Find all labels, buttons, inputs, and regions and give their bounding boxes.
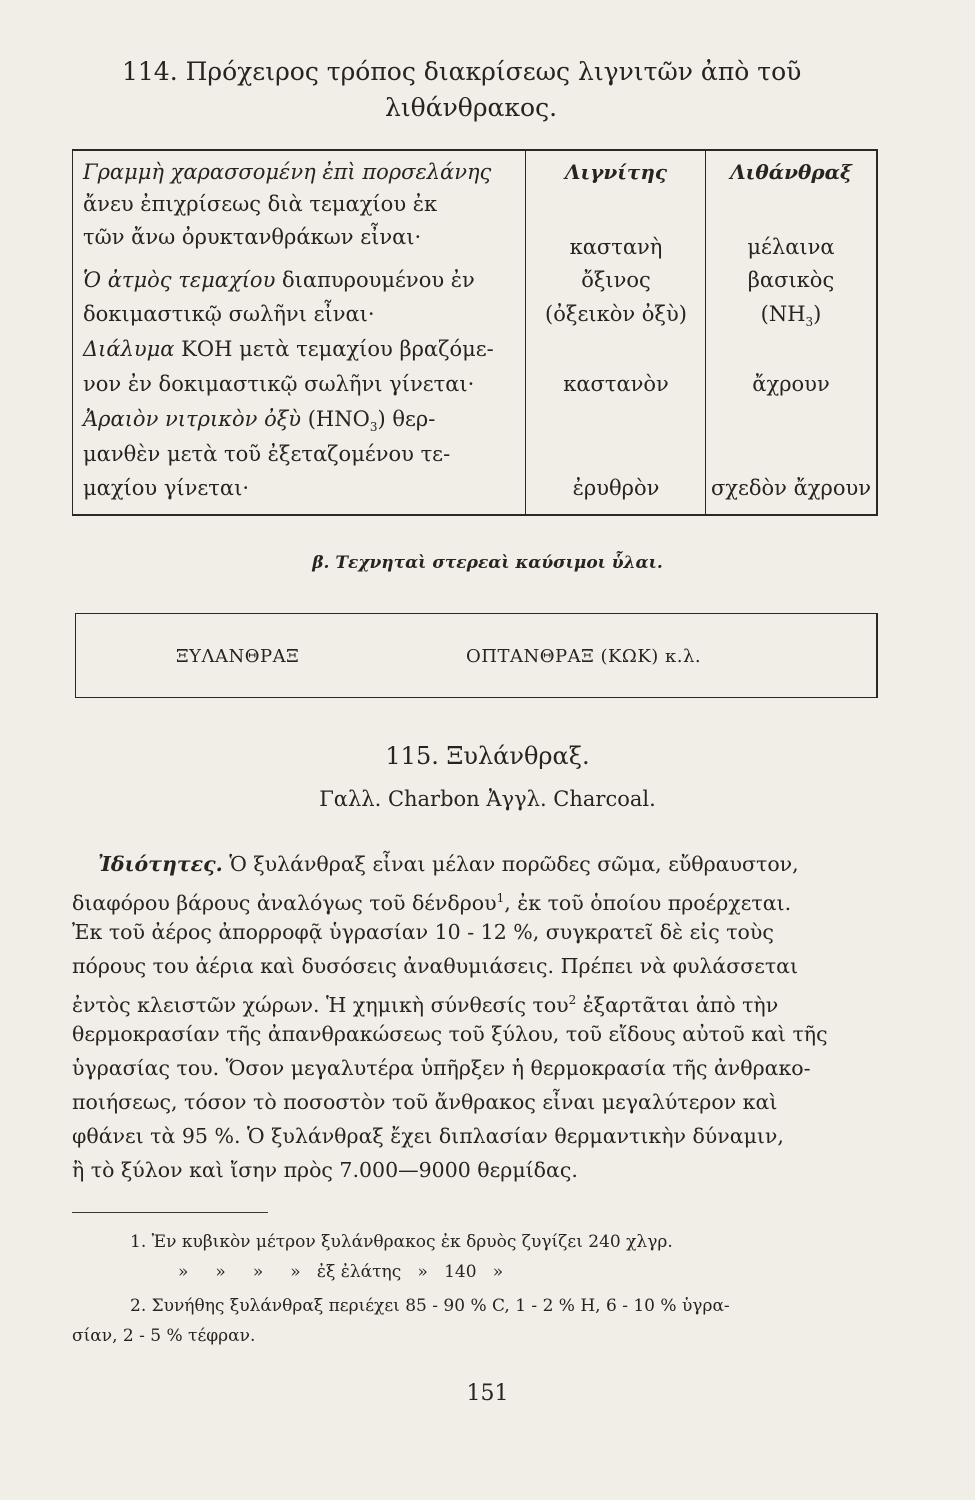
row1-desc-line2: ἄνευ ἐπιχρίσεως διὰ τεμαχίου ἐκ: [83, 192, 438, 216]
footnote-separator: [72, 1212, 268, 1213]
body-line-2: διαφόρου βάρους ἀναλόγως τοῦ δένδρου$^1$, ἐκ τοῦ ὁποίου προέρχεται.: [72, 890, 792, 915]
table-column-divider: [525, 151, 526, 514]
row2-lignite: ὄξινος: [581, 268, 651, 292]
section-115-translations: Γαλλ. Charbon Ἀγγλ. Charcoal.: [319, 787, 656, 811]
fuel-type-coke: ΟΠΤΑΝΘΡΑΞ (ΚΩΚ) κ.λ.: [466, 646, 702, 667]
body-line-3: Ἐκ τοῦ ἀέρος ἀπορροφᾷ ὑγρασίαν 10 - 12 %, συγκρατεῖ δὲ εἰς τοὺς: [72, 920, 774, 944]
row4-lignite: ἐρυθρὸν: [572, 476, 660, 500]
row4-coal: σχεδὸν ἄχρουν: [710, 476, 872, 500]
section-114-title: 114. Πρόχειρος τρόπος διακρίσεως λιγνιτῶν ἀπὸ τοῦ: [122, 57, 802, 86]
body-line-9: φθάνει τὰ 95 %. Ὁ ξυλάνθραξ ἔχει διπλασίαν θερμαντικὴν δύναμιν,: [72, 1124, 784, 1148]
footnote-ref-1: 1: [496, 891, 505, 905]
row4-desc-line2: μανθὲν μετὰ τοῦ ἐξεταζομένου τε-: [83, 442, 451, 466]
footnote-ref-2: 2: [568, 993, 577, 1007]
section-115-title: 115. Ξυλάνθραξ.: [385, 742, 590, 770]
row4-desc-line3: μαχίου γίνεται·: [83, 476, 250, 500]
row1-lignite: καστανὴ: [569, 235, 663, 259]
fuel-type-charcoal: ΞΥΛΑΝΘΡΑΞ: [176, 646, 300, 667]
footnote-1: 1. Ἐν κυβικὸν μέτρον ξυλάνθρακος ἐκ δρυὸς ζυγίζει 240 χλγρ.: [130, 1232, 673, 1252]
body-line-5: ἐντὸς κλειστῶν χώρων. Ἡ χημικὴ σύνθεσίς του$^2$ ἐξαρτᾶται ἀπὸ τὴν: [72, 992, 779, 1017]
row2-coal-note: $(NH_3)$: [760, 302, 822, 330]
body-line-1: Ἰδιότητες. Ὁ ξυλάνθραξ εἶναι μέλαν πορῶδες σῶμα, εὔθραυστον,: [98, 852, 799, 876]
footnote-1-ditto: » » » » ἐξ ἐλάτης » 140 »: [178, 1262, 504, 1282]
body-line-10: ἢ τὸ ξύλον καὶ ἴσην πρὸς 7.000—9000 θερμίδας.: [72, 1158, 578, 1182]
row2-coal: βασικὸς: [747, 268, 835, 292]
row1-desc-line1: Γραμμὴ χαρασσομένη ἐπὶ πορσελάνης: [83, 160, 492, 184]
row2-lignite-note: (ὀξεικὸν ὀξὺ): [545, 302, 687, 326]
body-line-8: ποιήσεως, τόσον τὸ ποσοστὸν τοῦ ἄνθρακος εἶναι μεγαλύτερον καὶ: [72, 1090, 778, 1114]
row3-coal: ἄχρουν: [752, 372, 830, 396]
row4-desc-line1: Ἀραιὸν νιτρικὸν ὀξὺ $(HNO_3)$ θερ-: [83, 407, 436, 435]
row2-desc-line1: Ὁ ἀτμὸς τεμαχίου διαπυρουμένου ἐν: [83, 268, 475, 292]
footnote-2-continued: σίαν, 2 - 5 % τέφραν.: [72, 1326, 256, 1346]
body-line-4: πόρους του ἀέρια καὶ δυσόσεις ἀναθυμιάσεις. Πρέπει νὰ φυλάσσεται: [72, 954, 799, 978]
row2-desc-line2: δοκιμαστικῷ σωλῆνι εἶναι·: [83, 302, 375, 326]
artificial-fuels-box: [75, 613, 878, 698]
row3-desc-line1: Διάλυμα ΚΟΗ μετὰ τεμαχίου βραζόμε-: [83, 337, 494, 361]
header-lignite: Λιγνίτης: [564, 160, 668, 184]
body-line-6: θερμοκρασίαν τῆς ἀπανθρακώσεως τοῦ ξύλου, τοῦ εἴδους αὐτοῦ καὶ τῆς: [72, 1022, 828, 1046]
row1-coal: μέλαινα: [747, 235, 835, 259]
row1-desc-line3: τῶν ἄνω ὀρυκτανθράκων εἶναι·: [83, 225, 422, 249]
footnote-2: 2. Συνήθης ξυλάνθραξ περιέχει 85 - 90 % C, 1 - 2 % H, 6 - 10 % ὑγρα-: [130, 1296, 730, 1316]
header-coal: Λιθάνθραξ: [730, 160, 852, 184]
page-number: 151: [466, 1381, 509, 1406]
lignite-coal-comparison-table: [72, 149, 878, 516]
subsection-b-title: β. Τεχνηταὶ στερεαὶ καύσιμοι ὗλαι.: [312, 553, 663, 573]
properties-label: Ἰδιότητες.: [98, 852, 223, 876]
row3-desc-line2: νον ἐν δοκιμαστικῷ σωλῆνι γίνεται·: [83, 372, 475, 396]
row3-lignite: καστανὸν: [563, 372, 669, 396]
section-114-title-continued: λιθάνθρακος.: [385, 93, 558, 122]
body-line-7: ὑγρασίας του. Ὅσον μεγαλυτέρα ὑπῆρξεν ἡ θερμοκρασία τῆς ἀνθρακο-: [72, 1056, 811, 1080]
